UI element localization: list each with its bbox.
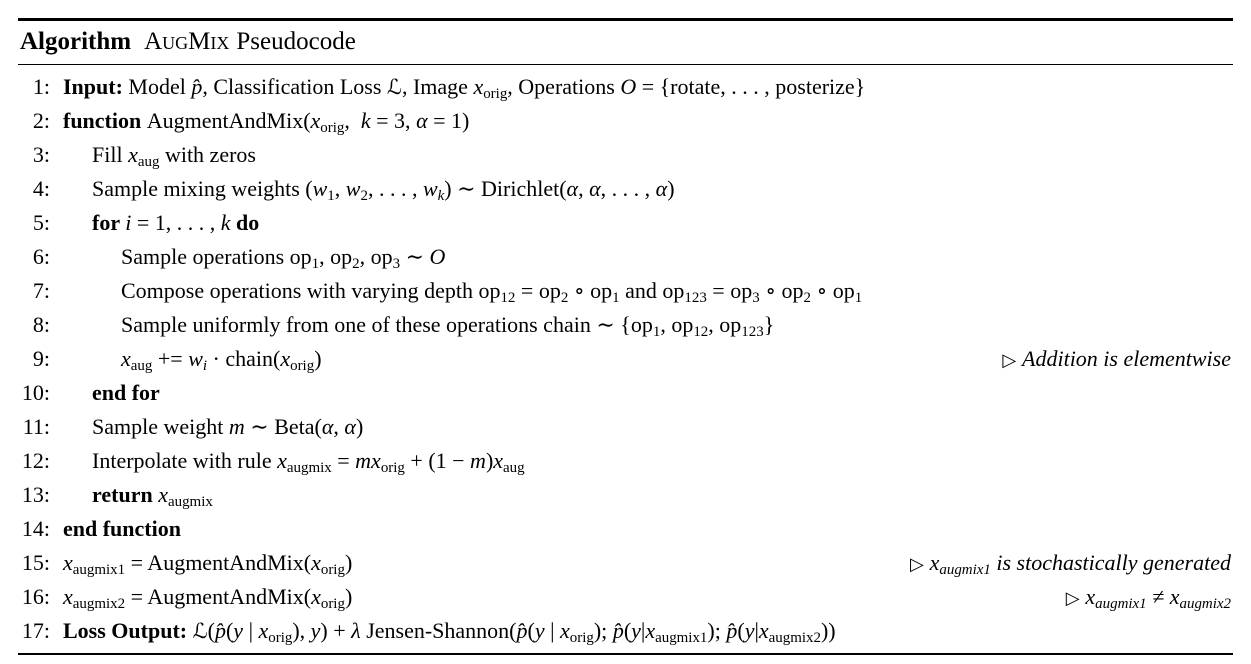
text-segment: , xyxy=(334,176,346,202)
algorithm-keyword: Algorithm xyxy=(20,27,132,55)
text-segment: 1 xyxy=(311,256,320,273)
text-segment: i xyxy=(125,210,132,236)
text-segment: = 1) xyxy=(427,108,470,134)
text-segment: p̂ xyxy=(191,74,203,100)
text-segment: orig xyxy=(290,358,315,375)
text-segment: orig xyxy=(268,630,293,647)
text-segment: x xyxy=(158,482,168,508)
text-segment: , xyxy=(344,108,361,134)
text-segment: ) xyxy=(344,584,353,610)
text-segment: x xyxy=(310,108,321,134)
text-segment: = 3, xyxy=(370,108,417,134)
text-segment: y xyxy=(744,618,755,644)
text-segment: Interpolate with rule xyxy=(92,448,278,474)
text-segment: λ xyxy=(351,618,361,644)
text-segment-comment: ▷ xyxy=(1002,350,1023,372)
algorithm-line-8 xyxy=(18,308,1233,342)
text-segment: x xyxy=(645,618,656,644)
text-segment-comment: x xyxy=(929,550,940,576)
text-segment: y xyxy=(534,618,545,644)
text-segment: ); xyxy=(593,618,613,644)
text-segment-comment: augmix2 xyxy=(1179,596,1231,613)
line-number: 3: xyxy=(32,142,50,168)
text-segment: )) xyxy=(820,618,836,644)
text-segment: m xyxy=(470,448,486,474)
text-segment: do xyxy=(230,210,260,236)
text-segment: 1 xyxy=(612,290,620,307)
algorithm-title: AugMix xyxy=(144,27,230,55)
line-number: 2: xyxy=(32,108,50,134)
text-segment: = op xyxy=(706,278,753,304)
line-content xyxy=(50,512,181,546)
text-segment: , Classification Loss xyxy=(202,74,387,100)
text-segment: = AugmentAndMix( xyxy=(125,550,312,576)
text-segment: Sample mixing weights ( xyxy=(92,176,313,202)
text-segment: = 1, . . . , xyxy=(131,210,221,236)
text-segment: x xyxy=(560,618,570,644)
text-segment: , . . . , xyxy=(367,176,423,202)
text-segment: x xyxy=(128,142,138,168)
text-segment: ) xyxy=(485,448,494,474)
text-segment: ( xyxy=(225,618,234,644)
algorithm-line-11 xyxy=(18,410,1233,444)
text-segment: · chain( xyxy=(207,346,281,372)
line-number: 14: xyxy=(21,516,50,542)
text-segment: orig xyxy=(380,460,405,477)
text-segment: and op xyxy=(619,278,685,304)
text-segment: ( xyxy=(207,618,215,644)
text-segment: x xyxy=(311,584,321,610)
text-segment: Sample weight xyxy=(92,414,229,440)
text-segment: y xyxy=(631,618,641,644)
algorithm-header xyxy=(18,21,1233,64)
text-segment: α xyxy=(589,176,601,202)
line-comment xyxy=(1002,342,1233,378)
text-segment: , op xyxy=(708,312,742,338)
text-segment: ) xyxy=(667,176,675,202)
text-segment: w xyxy=(188,346,203,372)
text-segment: orig xyxy=(320,120,345,137)
text-segment: 1 xyxy=(327,188,335,205)
text-segment: augmix2 xyxy=(768,630,821,647)
text-segment: ( xyxy=(737,618,745,644)
text-segment: x xyxy=(121,346,131,372)
text-segment: k xyxy=(437,188,445,205)
line-number: 10: xyxy=(21,380,50,406)
text-segment: end function xyxy=(63,516,181,542)
text-segment: , xyxy=(333,414,345,440)
line-number: 9: xyxy=(32,346,50,372)
line-number: 11: xyxy=(22,414,50,440)
line-number: 4: xyxy=(32,176,50,202)
text-segment: += xyxy=(152,346,189,372)
text-segment: x xyxy=(473,74,484,100)
line-content xyxy=(50,614,836,655)
text-segment: 123 xyxy=(684,290,707,307)
text-segment: , xyxy=(578,176,590,202)
text-segment: = op xyxy=(515,278,561,304)
text-segment: y xyxy=(233,618,244,644)
text-segment: O xyxy=(429,244,446,270)
text-segment: k xyxy=(220,210,231,236)
text-segment: augmix1 xyxy=(655,630,708,647)
text-segment-comment: ▷ xyxy=(910,554,930,576)
text-segment: Jensen-Shannon( xyxy=(360,618,517,644)
text-segment: ) xyxy=(344,550,353,576)
text-segment: 2 xyxy=(560,290,569,307)
algorithm-line-1 xyxy=(18,70,1233,104)
algorithm-line-15 xyxy=(18,546,1233,580)
line-number: 15: xyxy=(21,550,50,576)
algorithm-line-17 xyxy=(18,614,1233,648)
line-number: 7: xyxy=(32,278,50,304)
text-segment: = {rotate, . . . , posterize} xyxy=(636,74,866,100)
text-segment: Fill xyxy=(92,142,129,168)
text-segment: aug xyxy=(130,358,153,375)
algorithm-line-3 xyxy=(18,138,1233,172)
text-segment: 123 xyxy=(741,324,764,341)
text-segment: p̂ xyxy=(726,618,738,644)
text-segment-comment: ▷ xyxy=(1065,588,1086,610)
text-segment: y xyxy=(310,618,321,644)
text-segment: x xyxy=(63,584,73,610)
text-segment-comment: is stochastically generated xyxy=(990,550,1231,576)
line-number: 17: xyxy=(21,618,50,644)
line-number: 5: xyxy=(32,210,50,236)
text-segment: x xyxy=(758,618,769,644)
text-segment: ∘ op xyxy=(568,278,613,304)
text-segment: α xyxy=(655,176,668,202)
line-number: 6: xyxy=(32,244,50,270)
text-segment: ∼ xyxy=(400,244,430,270)
text-segment: m xyxy=(228,414,245,440)
text-segment-comment: Addition is elementwise xyxy=(1022,346,1231,372)
text-segment: x xyxy=(493,448,504,474)
line-number: 8: xyxy=(32,312,50,338)
text-segment: Model xyxy=(128,74,192,100)
text-segment: ( xyxy=(623,618,632,644)
text-segment-comment: x xyxy=(1169,584,1180,610)
text-segment: , op xyxy=(319,244,353,270)
text-segment: x xyxy=(280,346,291,372)
text-segment: augmix xyxy=(167,494,213,511)
text-segment: α xyxy=(321,414,334,440)
text-segment: mx xyxy=(355,448,381,474)
text-segment-comment: x xyxy=(1085,584,1096,610)
algorithm-line-12 xyxy=(18,444,1233,478)
text-segment: augmix xyxy=(286,460,332,477)
text-segment: x xyxy=(311,550,321,576)
text-segment-comment: augmix1 xyxy=(1095,596,1147,613)
algorithm-table xyxy=(18,18,1233,655)
text-segment: Sample uniformly from one of these operations chain ∼ {op xyxy=(121,312,653,338)
text-segment: α xyxy=(344,414,356,440)
text-segment: 2 xyxy=(352,256,360,273)
text-segment: ℒ xyxy=(386,75,402,100)
text-segment-comment: augmix1 xyxy=(939,562,991,579)
text-segment: ∼ Beta( xyxy=(244,414,322,440)
line-content xyxy=(50,206,259,240)
text-segment: , Image xyxy=(401,74,474,100)
text-segment: 1 xyxy=(854,290,863,307)
algorithm-subtitle: Pseudocode xyxy=(236,27,356,55)
line-content xyxy=(50,376,160,410)
text-segment: | xyxy=(754,618,759,644)
text-segment: | xyxy=(243,618,259,644)
algorithm-line-6 xyxy=(18,240,1233,274)
text-segment: ); xyxy=(707,618,727,644)
text-segment: 12 xyxy=(500,290,516,307)
text-segment: orig xyxy=(483,86,508,103)
text-segment: p̂ xyxy=(612,618,624,644)
text-segment: p̂ xyxy=(214,618,226,644)
text-segment: function xyxy=(63,108,147,134)
text-segment: = AugmentAndMix( xyxy=(125,584,312,610)
text-segment: x xyxy=(63,550,73,576)
text-segment: 3 xyxy=(752,290,760,307)
text-segment: Compose operations with varying depth op xyxy=(121,278,501,304)
line-number: 1: xyxy=(32,74,50,100)
text-segment: x xyxy=(258,618,269,644)
text-segment: w xyxy=(422,176,438,202)
text-segment: aug xyxy=(503,460,525,477)
text-segment: ) xyxy=(355,414,364,440)
text-segment: orig xyxy=(569,630,594,647)
text-segment: ) ∼ Dirichlet( xyxy=(444,176,567,202)
text-segment: 3 xyxy=(392,256,401,273)
line-number: 16: xyxy=(21,584,50,610)
text-segment: w xyxy=(345,176,361,202)
text-segment: Loss Output: xyxy=(63,618,193,644)
text-segment: 1 xyxy=(652,324,661,341)
text-segment: ) xyxy=(314,346,322,372)
algorithm-line-7 xyxy=(18,274,1233,308)
text-segment: return xyxy=(92,482,159,508)
text-segment: + (1 − xyxy=(404,448,471,474)
text-segment: α xyxy=(416,108,428,134)
text-segment: for xyxy=(92,210,126,236)
text-segment: , op xyxy=(660,312,694,338)
text-segment: augmix2 xyxy=(72,596,126,613)
line-number: 12: xyxy=(21,448,50,474)
text-segment: k xyxy=(360,108,371,134)
text-segment: | xyxy=(640,618,646,644)
text-segment: , . . . , xyxy=(600,176,656,202)
text-segment-comment: ≠ xyxy=(1146,584,1170,610)
text-segment: 2 xyxy=(360,188,368,205)
text-segment: w xyxy=(312,176,328,202)
text-segment: ) + xyxy=(320,618,352,644)
algorithm-body xyxy=(18,65,1233,648)
text-segment: O xyxy=(620,74,637,100)
text-segment: x xyxy=(277,448,287,474)
text-segment: ), xyxy=(292,618,311,644)
text-segment: ∘ op xyxy=(810,278,855,304)
text-segment: end for xyxy=(92,380,160,406)
text-segment: augmix1 xyxy=(72,562,126,579)
text-segment: aug xyxy=(137,154,160,171)
text-segment: 12 xyxy=(693,324,709,341)
text-segment: = xyxy=(331,448,356,474)
text-segment: 2 xyxy=(803,290,811,307)
text-segment: ∘ op xyxy=(759,278,804,304)
text-segment: ( xyxy=(527,618,535,644)
text-segment: p̂ xyxy=(516,618,528,644)
text-segment: α xyxy=(566,176,579,202)
line-number: 13: xyxy=(21,482,50,508)
text-segment: orig xyxy=(320,562,345,579)
text-segment: Sample operations op xyxy=(121,244,312,270)
algorithm-line-4 xyxy=(18,172,1233,206)
text-segment: i xyxy=(202,358,208,375)
text-segment: | xyxy=(544,618,560,644)
algorithm-line-13 xyxy=(18,478,1233,512)
line-comment xyxy=(1066,580,1233,621)
text-segment: ℒ xyxy=(192,619,208,644)
text-segment: , op xyxy=(359,244,393,270)
line-content xyxy=(50,410,363,444)
text-segment: AugmentAndMix( xyxy=(146,108,311,134)
text-segment: Input: xyxy=(63,74,129,100)
text-segment: , Operations xyxy=(507,74,621,100)
text-segment: orig xyxy=(320,596,345,613)
text-segment: with zeros xyxy=(159,142,256,168)
text-segment: } xyxy=(763,312,775,338)
